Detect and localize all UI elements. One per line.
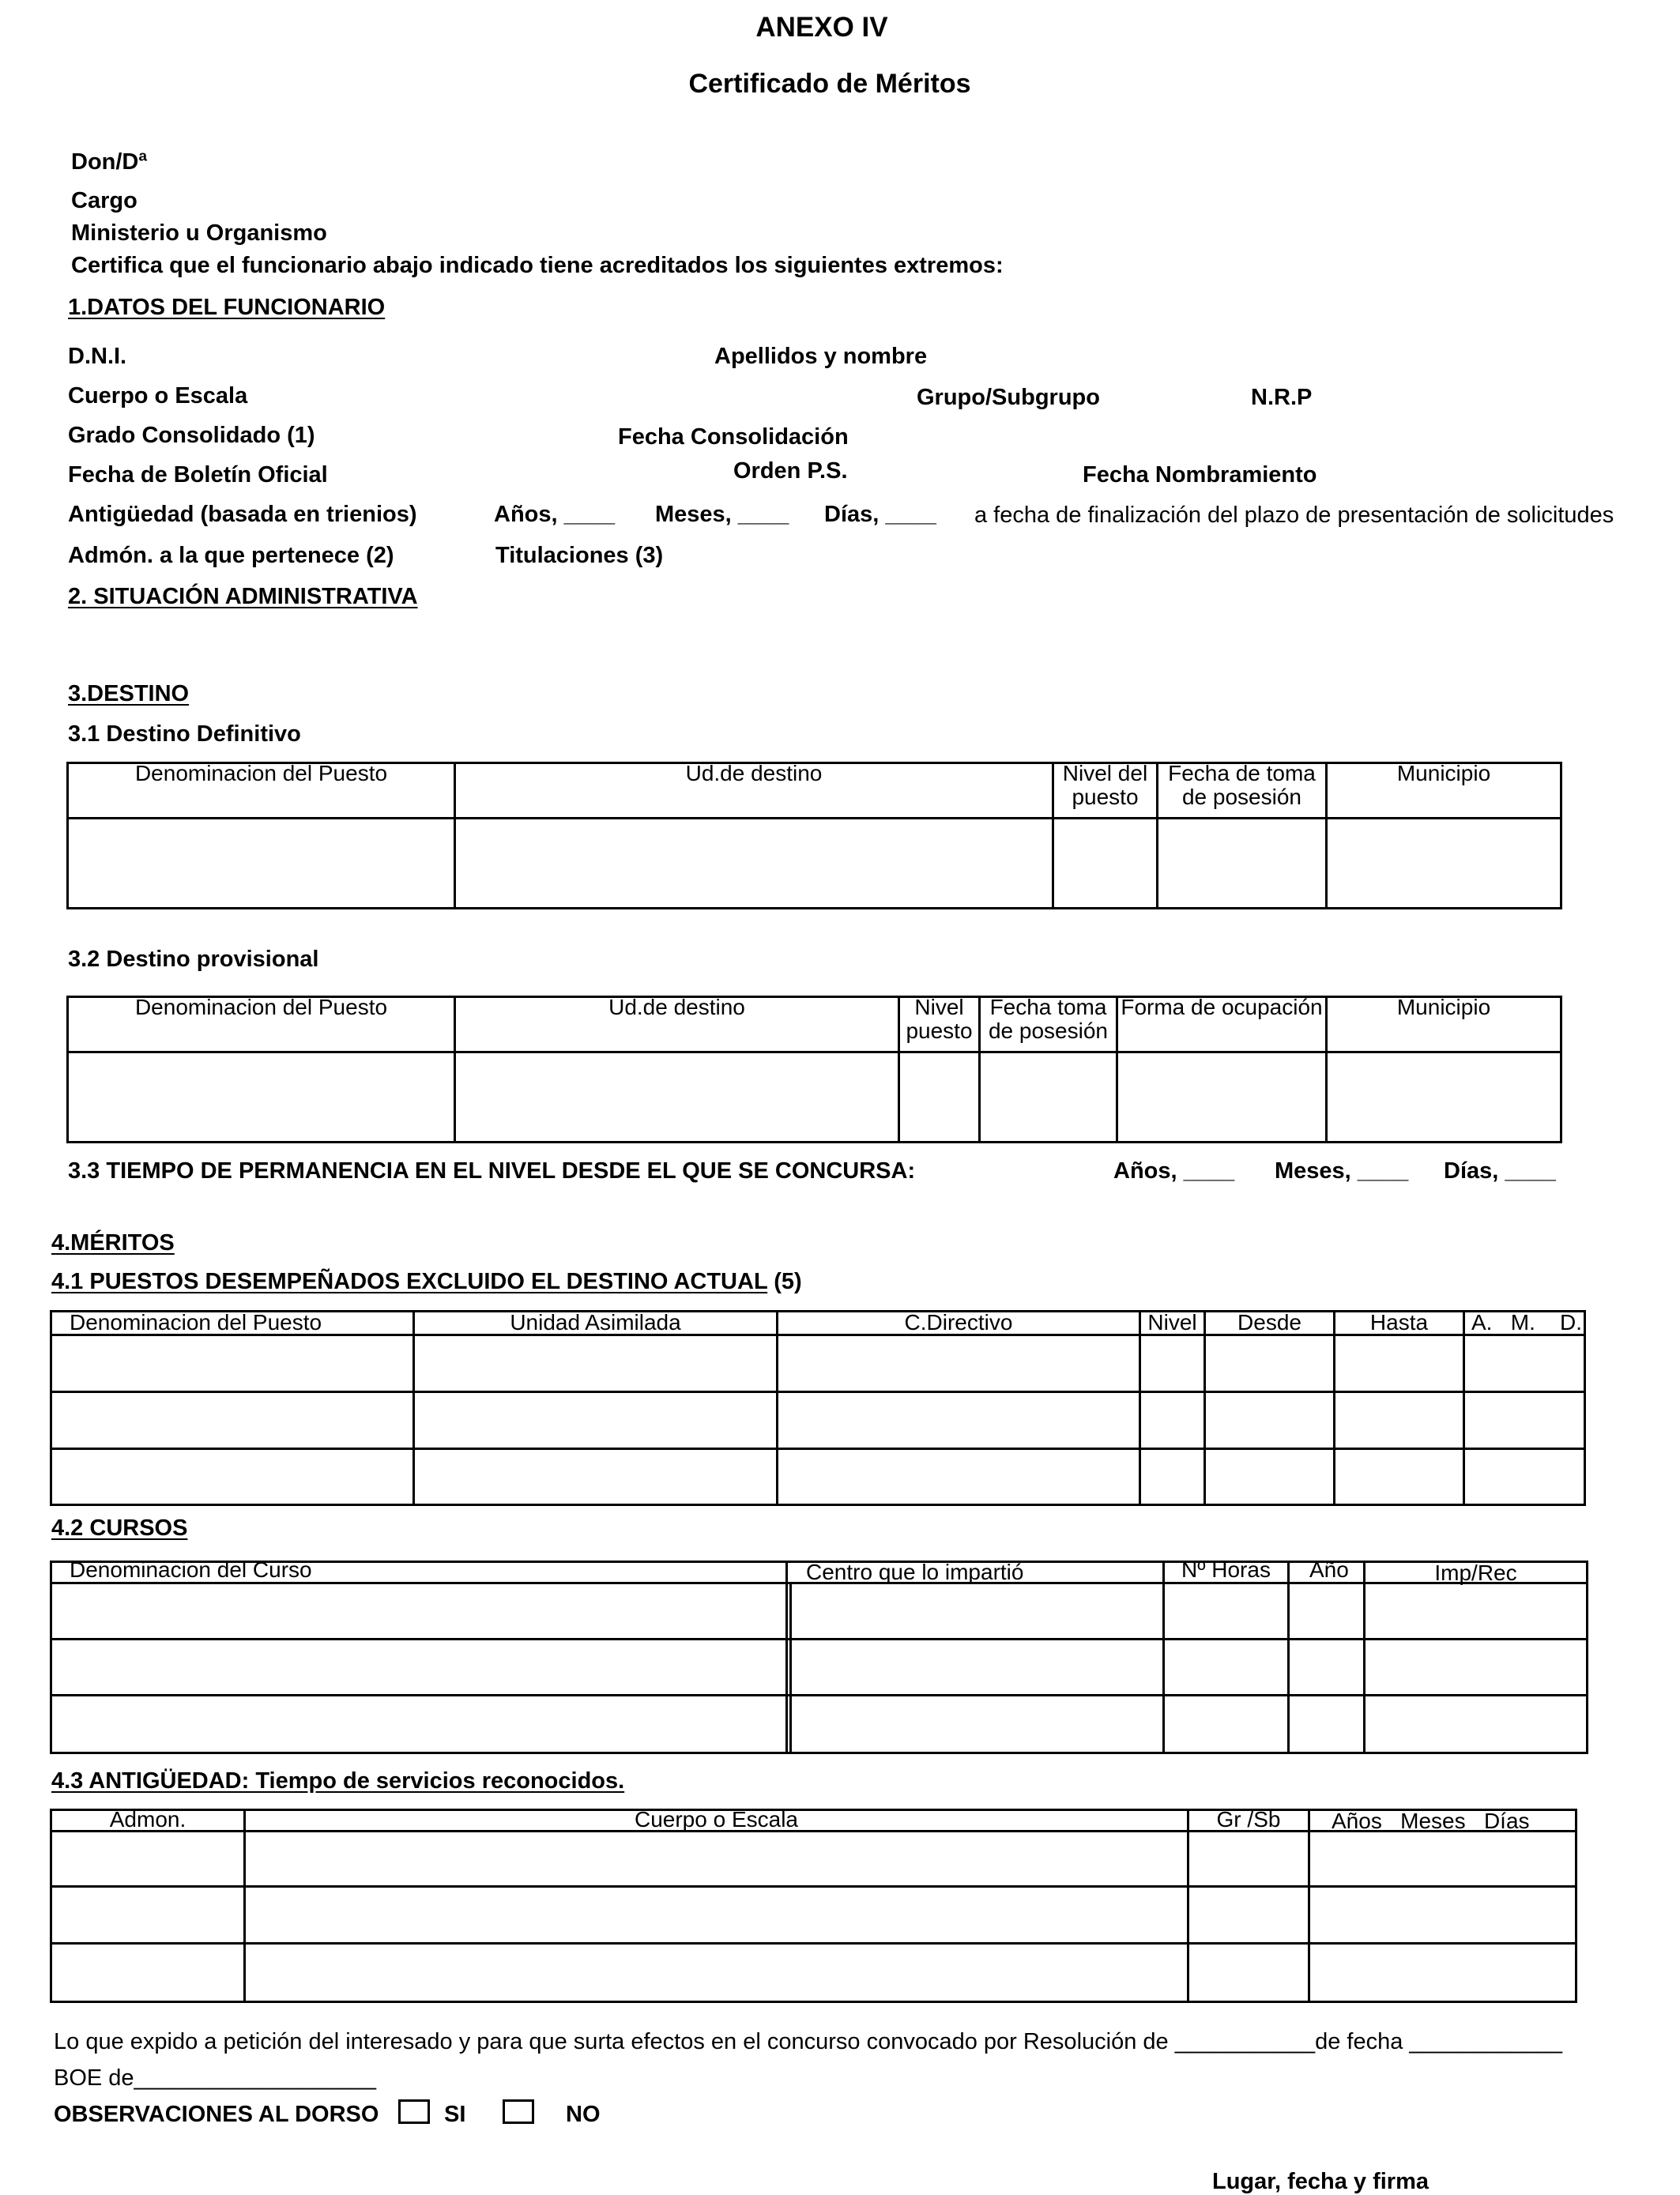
table-divider [776, 1310, 778, 1506]
table-divider [1287, 1561, 1290, 1754]
antiguedad-section-heading [51, 1768, 632, 1794]
fecha-consolidacion-label: Fecha Consolidación [618, 424, 849, 450]
boe-text: BOE de___________________ [54, 2065, 376, 2091]
column-header: Años Meses Días [1332, 1809, 1530, 1833]
column-header: Forma de ocupación [1121, 995, 1323, 1019]
column-header: Cuerpo o Escala [634, 1807, 798, 1832]
antiguedad-heading-text: 4.3 ANTIGÜEDAD: Tiempo de servicios reconocidos. [51, 1768, 625, 1794]
table-divider [66, 1051, 1562, 1053]
no-label: NO [566, 2102, 601, 2127]
column-header: Denominacion del Curso [70, 1557, 312, 1582]
column-header: Nivel puesto [906, 995, 973, 1043]
dni-label: D.N.I. [68, 344, 127, 369]
section1-heading: 1.DATOS DEL FUNCIONARIO [68, 295, 386, 320]
titulaciones-label: Titulaciones (3) [495, 543, 664, 568]
permanencia-meses: Meses, ____ [1275, 1158, 1409, 1184]
si-checkbox[interactable] [398, 2099, 430, 2124]
permanencia-dias: Días, ____ [1444, 1158, 1556, 1184]
section2-heading: 2. SITUACIÓN ADMINISTRATIVA [68, 584, 418, 609]
permanencia-label: 3.3 TIEMPO DE PERMANENCIA EN EL NIVEL DESDE EL QUE SE CONCURSA: [68, 1158, 916, 1184]
table-divider [785, 1561, 788, 1754]
section4-heading: 4.MÉRITOS [51, 1230, 175, 1256]
annex-title: ANEXO IV [755, 12, 888, 43]
apellidos-label: Apellidos y nombre [714, 344, 928, 369]
table-divider [50, 1885, 1577, 1888]
table-divider [1463, 1310, 1465, 1506]
grado-label: Grado Consolidado (1) [68, 423, 315, 448]
column-header: A. M. D. [1471, 1310, 1583, 1335]
puestos-heading-text: 4.1 PUESTOS DESEMPEÑADOS EXCLUIDO EL DESTINO ACTUAL [51, 1269, 768, 1294]
table-divider [789, 1582, 792, 1754]
table-divider [50, 1448, 1586, 1450]
column-header: Denominacion del Puesto [134, 761, 388, 785]
table-divider [66, 817, 1562, 819]
cuerpo-label: Cuerpo o Escala [68, 383, 248, 409]
nrp-label: N.R.P [1251, 385, 1313, 410]
document-title: Certificado de Méritos [688, 69, 971, 99]
column-header: Centro que lo impartió [806, 1560, 1024, 1584]
table-divider [1308, 1809, 1310, 2003]
column-header: C.Directivo [904, 1310, 1013, 1335]
certifica-text: Certifica que el funcionario abajo indicado tiene acreditados los siguientes extremos: [71, 253, 1004, 278]
table-divider [1333, 1310, 1335, 1506]
table-divider [1139, 1310, 1141, 1506]
column-header: Unidad Asimilada [510, 1310, 681, 1335]
si-label: SI [444, 2102, 466, 2127]
permanencia-anos: Años, ____ [1113, 1158, 1235, 1184]
destino-definitivo-heading: 3.1 Destino Definitivo [68, 721, 301, 747]
cursos-table [50, 1561, 1588, 1754]
table-divider [1162, 1561, 1165, 1754]
fecha-finalizacion-text: a fecha de finalización del plazo de presentación de solicitudes [974, 503, 1614, 528]
column-header: Nº Horas [1181, 1557, 1271, 1582]
admon-label: Admón. a la que pertenece (2) [68, 543, 394, 568]
fecha-nombramiento-label: Fecha Nombramiento [1083, 462, 1317, 488]
column-header: Año [1309, 1557, 1349, 1582]
table-divider [1187, 1809, 1189, 2003]
orden-ps-label: Orden P.S. [733, 458, 848, 484]
column-header: Admon. [109, 1807, 186, 1832]
table-divider [412, 1310, 415, 1506]
firma-label: Lugar, fecha y firma [1212, 2169, 1429, 2194]
observaciones-label: OBSERVACIONES AL DORSO [54, 2102, 379, 2127]
antiguedad-anos: Años, ____ [494, 502, 616, 527]
column-header: Denominacion del Puesto [70, 1310, 322, 1335]
don-label: Don/Dª [71, 149, 148, 175]
table-divider [50, 1391, 1586, 1393]
antiguedad-meses: Meses, ____ [655, 502, 789, 527]
ministerio-label: Ministerio u Organismo [71, 220, 327, 246]
antiguedad-dias: Días, ____ [824, 502, 936, 527]
puestos-heading [51, 1269, 802, 1295]
column-header: Gr /Sb [1216, 1807, 1281, 1832]
table-divider [50, 1942, 1577, 1945]
column-header: Nivel [1147, 1310, 1197, 1335]
column-header: Municipio [1396, 995, 1491, 1019]
table-divider [50, 1638, 1588, 1640]
column-header: Nivel del puesto [1062, 761, 1148, 809]
cursos-heading: 4.2 CURSOS [51, 1515, 188, 1541]
antiguedad-label: Antigüedad (basada en trienios) [68, 502, 417, 527]
column-header: Fecha toma de posesión [988, 995, 1108, 1043]
destino-provisional-heading: 3.2 Destino provisional [68, 947, 319, 972]
no-checkbox[interactable] [503, 2099, 534, 2124]
puestos-table [50, 1310, 1586, 1506]
cargo-label: Cargo [71, 188, 137, 213]
column-header: Municipio [1396, 761, 1491, 785]
column-header: Desde [1237, 1310, 1301, 1335]
puestos-heading-suffix: (5) [767, 1269, 802, 1294]
column-header: Ud.de destino [685, 761, 823, 785]
column-header: Fecha de toma de posesión [1168, 761, 1316, 809]
column-header: Hasta [1369, 1310, 1429, 1335]
column-header: Imp/Rec [1434, 1561, 1517, 1585]
table-divider [243, 1809, 246, 2003]
grupo-label: Grupo/Subgrupo [917, 385, 1100, 410]
table-divider [1203, 1310, 1206, 1506]
table-divider [1363, 1561, 1365, 1754]
section3-heading: 3.DESTINO [68, 681, 190, 706]
column-header: Denominacion del Puesto [134, 995, 388, 1019]
expido-text: Lo que expido a petición del interesado y para que surta efectos en el concurso convocado por Resolución de ___________de fecha ____________ [54, 2029, 1562, 2054]
antiguedad-table [50, 1809, 1577, 2003]
table-divider [50, 1694, 1588, 1696]
column-header: Ud.de destino [608, 995, 745, 1019]
fecha-boletin-label: Fecha de Boletín Oficial [68, 462, 328, 488]
